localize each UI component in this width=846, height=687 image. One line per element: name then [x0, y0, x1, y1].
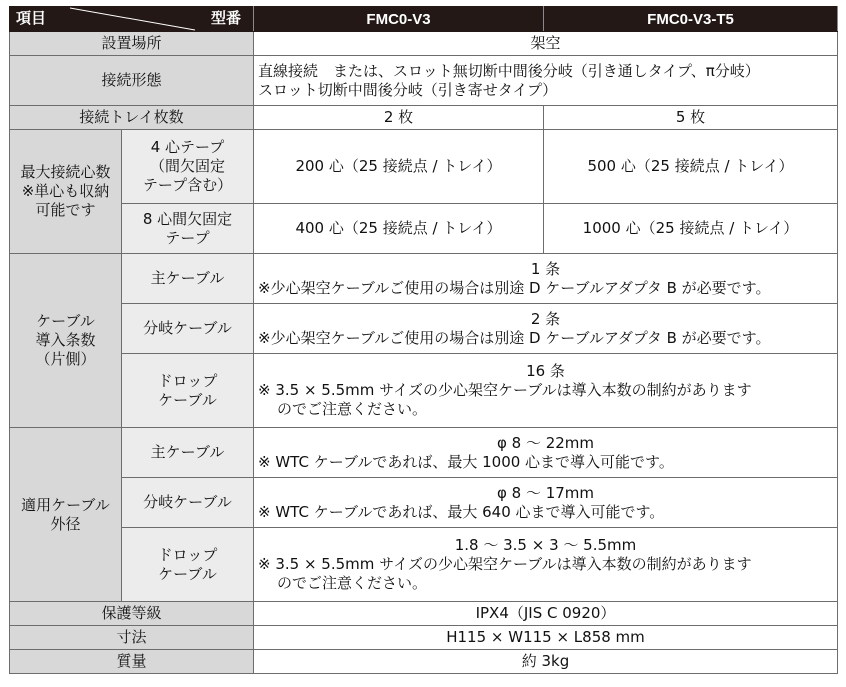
protection-label: 保護等級 [10, 602, 254, 626]
cable-count-drop-line-2: ※ 3.5 × 5.5mm サイズの少心架空ケーブルは導入本数の制約があります [258, 381, 752, 399]
model-1-header: FMC0-V3 [254, 7, 544, 32]
tape8-label [122, 204, 254, 254]
cable-count-branch-label: 分岐ケーブル [122, 304, 254, 354]
cable-diameter-label-line-2: 外径 [50, 514, 81, 533]
tape8-value-1: 400 心（25 接続点 / トレイ） [254, 204, 544, 254]
cable-diameter-label [10, 428, 122, 602]
cable-count-drop-value [254, 354, 838, 428]
diameter-drop-line-2: ※ 3.5 × 5.5mm サイズの少心架空ケーブルは導入本数の制約があります [258, 555, 752, 573]
row-tray-count [10, 106, 838, 130]
row-install-place [10, 32, 838, 56]
cable-count-drop-label-line-2: ケーブル [158, 390, 217, 409]
tape4-value-1: 200 心（25 接続点 / トレイ） [254, 130, 544, 204]
spec-table [9, 6, 838, 674]
diameter-branch-line-1: φ 8 〜 17mm [496, 483, 595, 502]
cable-count-label-line-3: （片側） [35, 350, 96, 368]
protection-value: IPX4（JIS C 0920） [254, 602, 838, 626]
connection-form-line-2: スロット切断中間後分岐（引き寄せタイプ） [258, 80, 558, 99]
dimensions-label: 寸法 [10, 626, 254, 650]
cable-count-main-line-1: 1 条 [530, 259, 561, 278]
tape4-label [122, 130, 254, 204]
diameter-drop-line-1: 1.8 〜 3.5 × 3 〜 5.5mm [454, 536, 637, 554]
tape4-label-line-3: テープ含む） [142, 176, 233, 194]
connection-form-line-1: 直線接続 または、スロット無切断中間後分岐（引き通しタイプ、π分岐） [258, 61, 760, 80]
row-cable-count-drop [10, 354, 838, 428]
diameter-drop-value [254, 528, 838, 602]
cable-count-label-line-2: 導入条数 [35, 331, 96, 349]
row-weight [10, 650, 838, 674]
cable-count-branch-line-2: ※少心架空ケーブルご使用の場合は別途 D ケーブルアダプタ B が必要です。 [258, 328, 771, 347]
tray-count-label: 接続トレイ枚数 [10, 106, 254, 130]
model-header: 型番 [210, 10, 241, 27]
corner-cell [10, 7, 254, 32]
diameter-branch-label: 分岐ケーブル [122, 478, 254, 528]
cable-count-drop-label-line-1: ドロップ [157, 371, 218, 390]
max-cores-label [10, 130, 122, 254]
max-cores-label-line-3: 可能です [35, 201, 96, 219]
tape4-value-2: 500 心（25 接続点 / トレイ） [544, 130, 838, 204]
weight-label: 質量 [10, 650, 254, 674]
diameter-drop-label-line-1: ドロップ [157, 545, 218, 564]
max-cores-label-line-1: 最大接続心数 [20, 163, 111, 181]
weight-value: 約 3kg [254, 650, 838, 674]
diameter-drop-label [122, 528, 254, 602]
row-cable-count-main [10, 254, 838, 304]
model-2-header: FMC0-V3-T5 [544, 7, 838, 32]
install-place-label: 設置場所 [10, 32, 254, 56]
tape8-label-line-1: 8 心間欠固定 [142, 209, 233, 228]
item-header: 項目 [16, 10, 47, 27]
cable-count-main-line-2: ※少心架空ケーブルご使用の場合は別途 D ケーブルアダプタ B が必要です。 [258, 278, 771, 297]
diameter-drop-line-3: のでご注意ください。 [277, 574, 428, 592]
row-diameter-drop [10, 528, 838, 602]
diameter-branch-line-2: ※ WTC ケーブルであれば、最大 640 心まで導入可能です。 [258, 502, 665, 521]
cable-count-branch-line-1: 2 条 [530, 309, 561, 328]
row-diameter-main [10, 428, 838, 478]
diameter-main-line-2: ※ WTC ケーブルであれば、最大 1000 心まで導入可能です。 [258, 452, 674, 471]
row-max-cores-8 [10, 204, 838, 254]
cable-count-main-value [254, 254, 838, 304]
row-connection-form [10, 56, 838, 106]
row-max-cores-4 [10, 130, 838, 204]
tape8-value-2: 1000 心（25 接続点 / トレイ） [544, 204, 838, 254]
cable-count-label-line-1: ケーブル [36, 312, 95, 330]
diameter-branch-value [254, 478, 838, 528]
diameter-main-line-1: φ 8 〜 22mm [496, 433, 595, 452]
tape8-label-line-2: テープ [165, 228, 210, 247]
install-place-value: 架空 [254, 32, 838, 56]
tape4-label-line-1: 4 心テープ [150, 138, 225, 156]
header-row [10, 7, 838, 32]
cable-count-main-label: 主ケーブル [122, 254, 254, 304]
row-cable-count-branch [10, 304, 838, 354]
row-dimensions [10, 626, 838, 650]
row-protection [10, 602, 838, 626]
row-diameter-branch [10, 478, 838, 528]
tape4-label-line-2: （間欠固定 [149, 157, 225, 175]
dimensions-value: H115 × W115 × L858 mm [254, 626, 838, 650]
cable-count-label [10, 254, 122, 428]
cable-count-drop-line-1: 16 条 [526, 362, 565, 380]
connection-form-label: 接続形態 [10, 56, 254, 106]
cable-count-drop-label [122, 354, 254, 428]
diameter-main-label: 主ケーブル [122, 428, 254, 478]
tray-count-value-1: 2 枚 [254, 106, 544, 130]
cable-count-branch-value [254, 304, 838, 354]
diameter-main-value [254, 428, 838, 478]
tray-count-value-2: 5 枚 [544, 106, 838, 130]
cable-count-drop-line-3: のでご注意ください。 [277, 400, 428, 418]
connection-form-value [254, 56, 838, 106]
max-cores-label-line-2: ※単心も収納 [21, 182, 110, 200]
cable-diameter-label-line-1: 適用ケーブル [21, 495, 110, 514]
diameter-drop-label-line-2: ケーブル [158, 564, 217, 583]
